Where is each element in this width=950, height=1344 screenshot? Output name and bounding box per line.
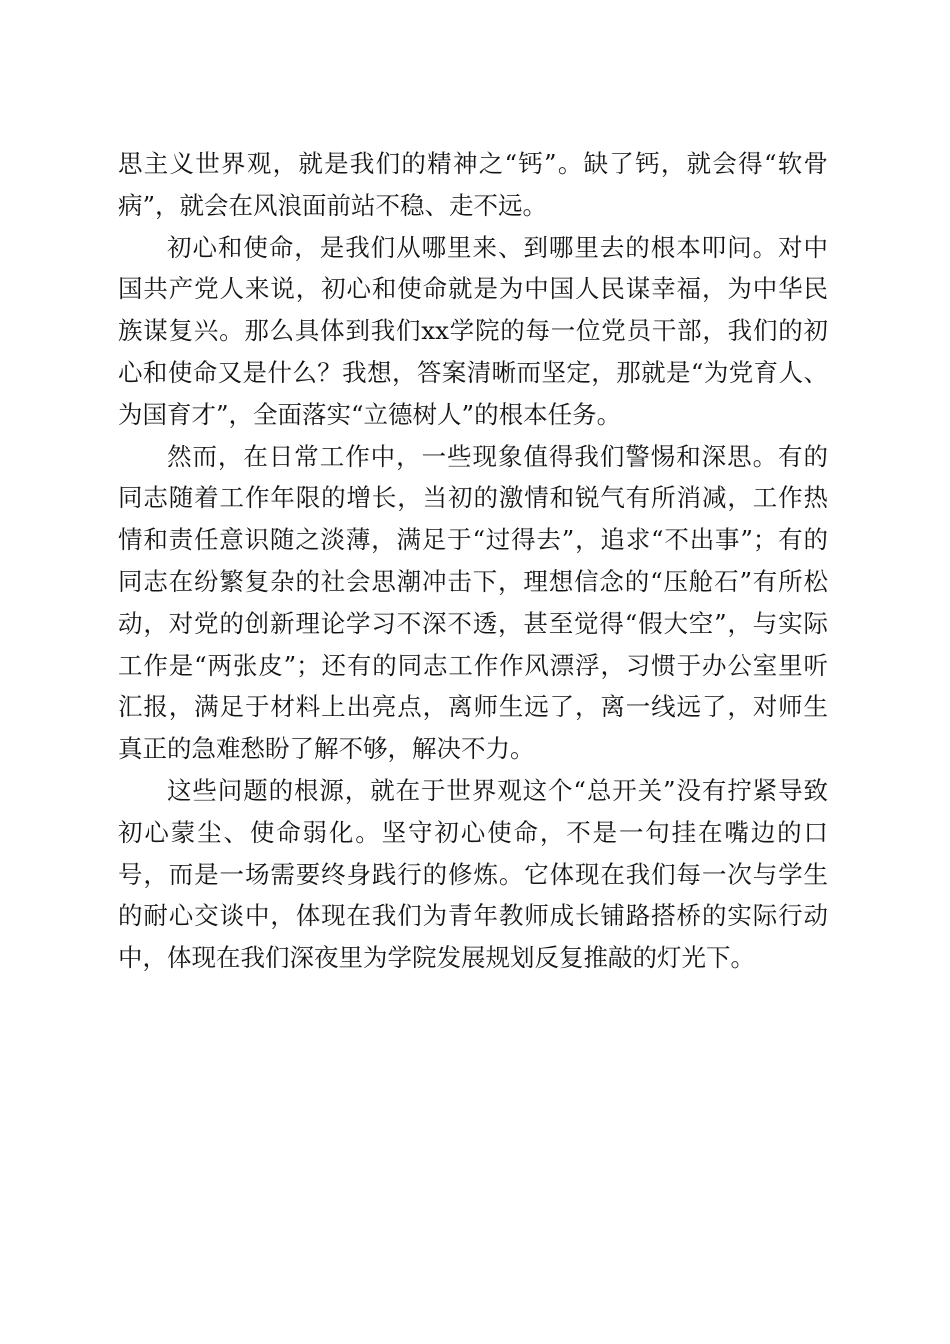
paragraph-2: 初心和使命，是我们从哪里来、到哪里去的根本叩问。对中国共产党人来说，初心和使命就是为中国人民谋幸福，为中华民族谋复兴。那么具体到我们xx学院的每一位党员干部，我们的初心和使命又是什么？我想，答案清晰而坚定，那就是“为党育人、为国育才”，全面落实“立德树人”的根本任务。 <box>118 232 828 429</box>
paragraph-4: 这些问题的根源，就在于世界观这个“总开关”没有拧紧导致初心蒙尘、使命弱化。坚守初心使命，不是一句挂在嘴边的口号，而是一场需要终身践行的修炼。它体现在我们每一次与学生的耐心交谈中，体现在我们为青年教师成长铺路搭桥的实际行动中，体现在我们深夜里为学院发展规划反复推敲的灯光下。 <box>118 775 828 973</box>
document-body <box>118 143 828 979</box>
paragraph-3: 然而，在日常工作中，一些现象值得我们警惕和深思。有的同志随着工作年限的增长，当初的激情和锐气有所消减，工作热情和责任意识随之淡薄，满足于“过得去”，追求“不出事”；有的同志在纷繁复杂的社会思潮冲击下，理想信念的“压舱石”有所松动，对党的创新理论学习不深不透，甚至觉得“假大空”，与实际工作是“两张皮”；还有的同志工作作风漂浮，习惯于办公室里听汇报，满足于材料上出亮点，离师生远了，离一线远了，对师生真正的急难愁盼了解不够，解决不力。 <box>118 441 828 764</box>
paragraph-1: 思主义世界观，就是我们的精神之“钙”。缺了钙，就会得“软骨病”，就会在风浪面前站不稳、走不远。 <box>118 149 828 220</box>
